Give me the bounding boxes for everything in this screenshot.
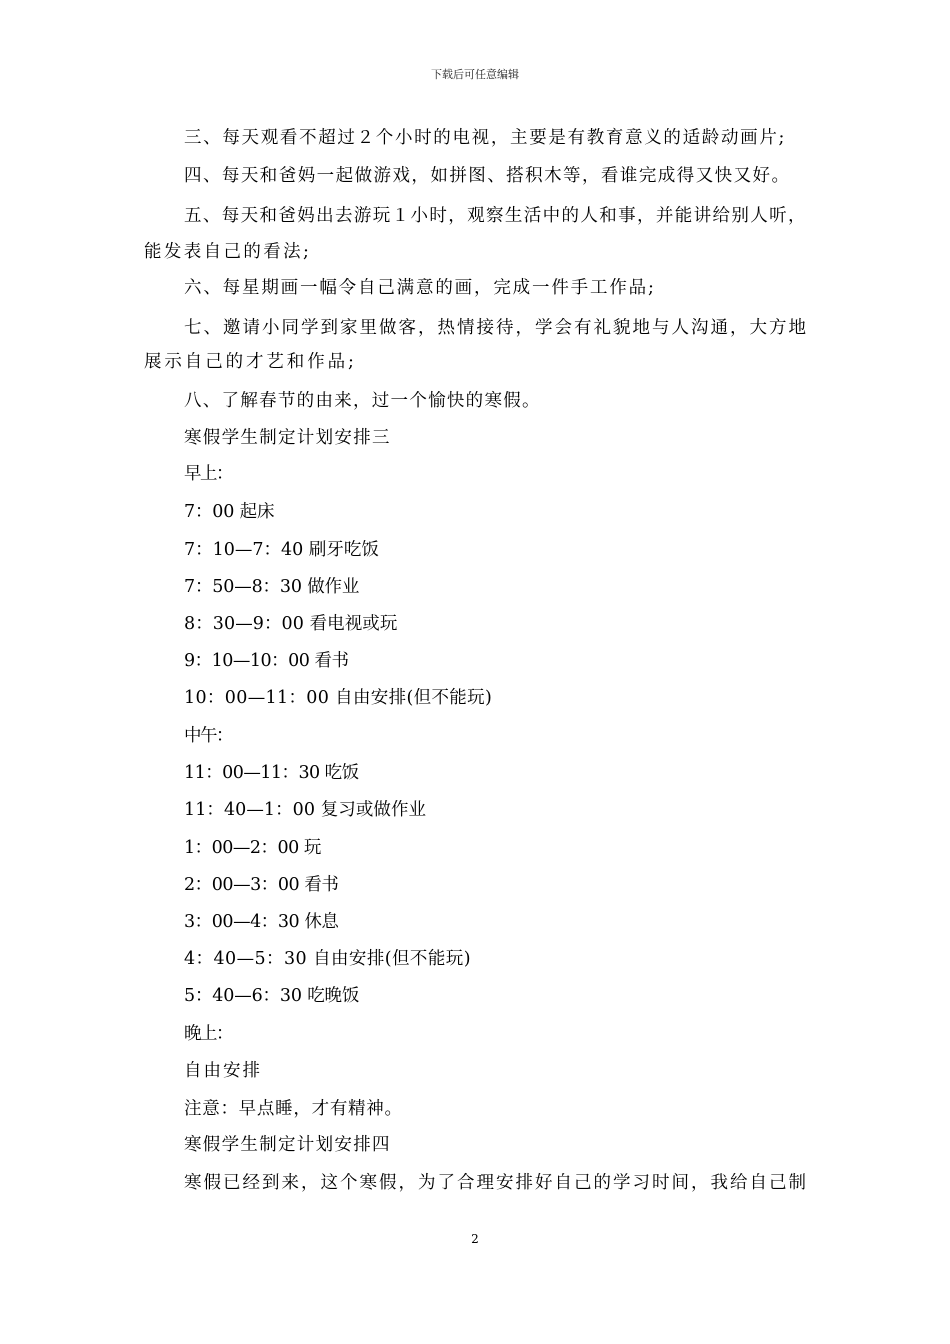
text-line: 七、邀请小同学到家里做客，热情接待，学会有礼貌地与人沟通，大方地 bbox=[184, 318, 808, 338]
page-header: 下载后可任意编辑 bbox=[431, 68, 519, 81]
schedule-item: 2：00—3：00 看书 bbox=[184, 875, 339, 895]
text-line: 能发表自己的看法; bbox=[144, 242, 312, 262]
text-line: 三、每天观看不超过２个小时的电视，主要是有教育意义的适龄动画片; bbox=[184, 128, 787, 148]
schedule-item: 7：00 起床 bbox=[184, 502, 275, 522]
schedule-item: 5：40—6：30 吃晚饭 bbox=[184, 986, 360, 1006]
text-line: 早上： bbox=[184, 464, 232, 484]
text-line: 自由安排 bbox=[184, 1061, 262, 1081]
text-line: 中午： bbox=[184, 726, 232, 746]
schedule-item: 7：10—7：40 刷牙吃饭 bbox=[184, 540, 379, 560]
page-number: 2 bbox=[471, 1232, 479, 1246]
text-line: 寒假已经到来，这个寒假，为了合理安排好自己的学习时间，我给自己制 bbox=[184, 1173, 808, 1193]
text-line: 六、每星期画一幅令自己满意的画，完成一件手工作品; bbox=[184, 278, 656, 298]
schedule-item: 1：00—2：00 玩 bbox=[184, 838, 321, 858]
schedule-item: 4：40—5：30 自由安排(但不能玩) bbox=[184, 949, 471, 969]
text-line: 四、每天和爸妈一起做游戏，如拼图、搭积木等，看谁完成得又快又好。 bbox=[184, 166, 791, 186]
schedule-item: 7：50—8：30 做作业 bbox=[184, 577, 360, 597]
schedule-item: 11：00—11：30 吃饭 bbox=[184, 763, 359, 783]
text-line: 晚上： bbox=[184, 1024, 232, 1044]
section-heading: 寒假学生制定计划安排四 bbox=[184, 1135, 391, 1155]
schedule-item: 10：00—11：00 自由安排(但不能玩) bbox=[184, 688, 493, 708]
text-line: 注意：早点睡，才有精神。 bbox=[184, 1099, 403, 1119]
text-line: 五、每天和爸妈出去游玩１小时，观察生活中的人和事，并能讲给别人听， bbox=[184, 206, 807, 226]
schedule-item: 3：00—4：30 休息 bbox=[184, 912, 339, 932]
schedule-item: 9：10—10：00 看书 bbox=[184, 651, 349, 671]
schedule-item: 11：40—1：00 复习或做作业 bbox=[184, 800, 427, 820]
text-line: 八、了解春节的由来，过一个愉快的寒假。 bbox=[184, 391, 541, 411]
section-heading: 寒假学生制定计划安排三 bbox=[184, 428, 391, 448]
schedule-item: 8：30—9：00 看电视或玩 bbox=[184, 614, 398, 634]
text-line: 展示自己的才艺和作品; bbox=[144, 352, 357, 372]
